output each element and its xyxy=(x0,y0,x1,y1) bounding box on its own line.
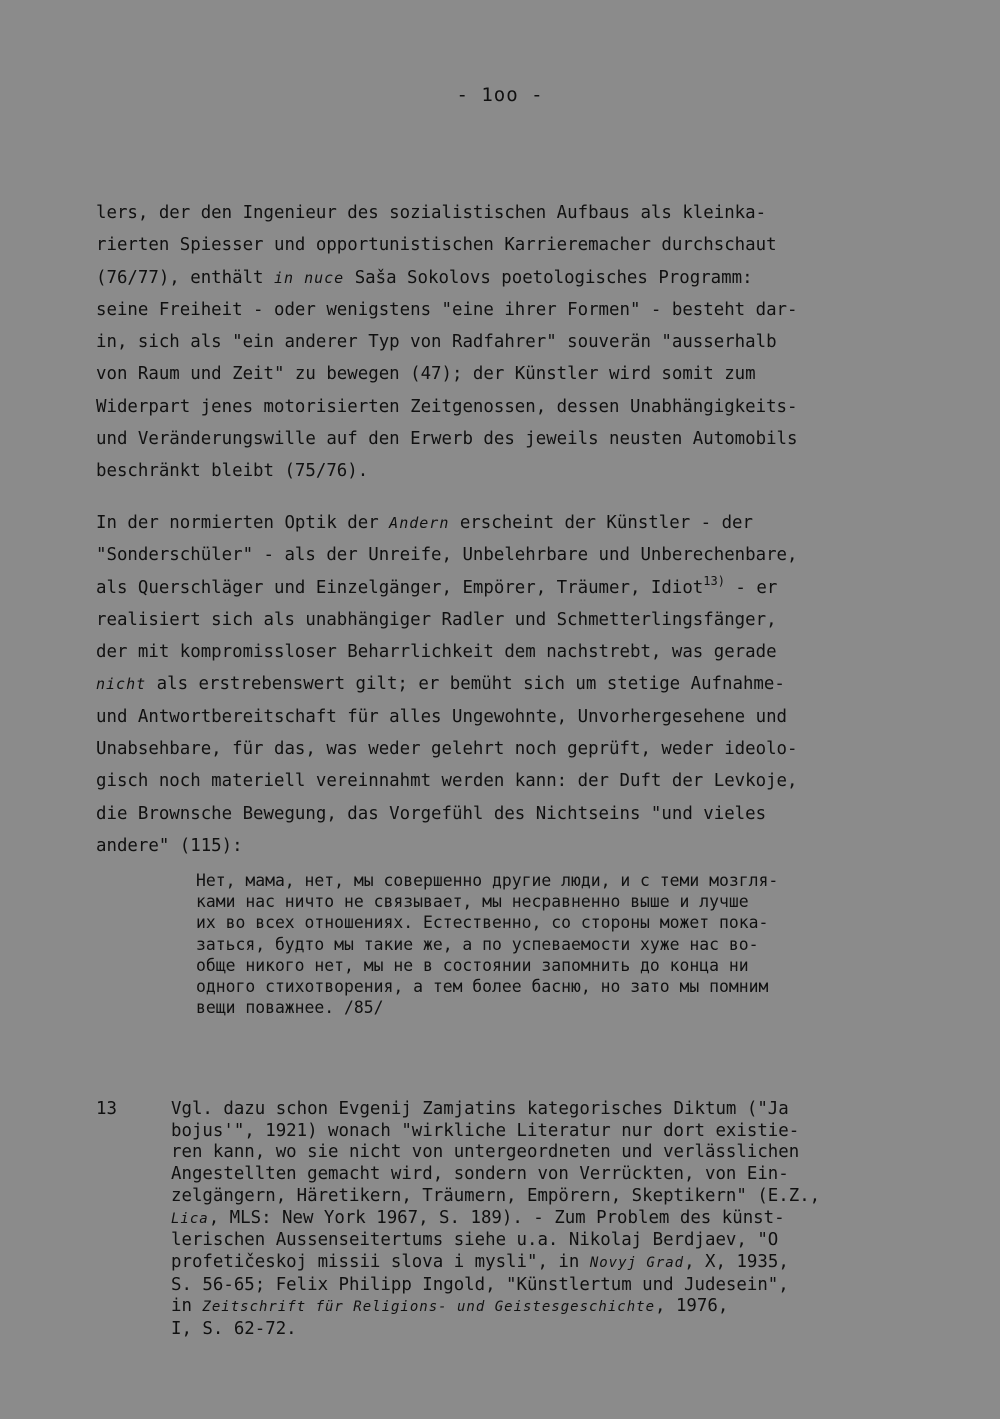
paragraph-1-line: lers, der den Ingenieur des sozialistischen Aufbaus als kleinka- xyxy=(96,203,767,223)
text-run: in xyxy=(171,1296,203,1317)
paragraph-1-line: Widerpart jenes motorisierten Zeitgenossen, dessen Unabhängigkeits- xyxy=(96,396,798,417)
paragraph-2 xyxy=(96,507,926,862)
footnote-number: 13 xyxy=(96,1099,117,1119)
italic-phrase: Andern xyxy=(389,514,450,532)
quote-line: обще никого нет, мы не в состоянии запомнить до конца ни xyxy=(196,955,749,975)
quote-line: одного стихотворения, а тем более басню, но зато мы помним xyxy=(196,977,769,997)
paragraph-1-line: von Raum und Zeit" zu bewegen (47); der Künstler wird somit zum xyxy=(96,364,756,385)
quote-line: ками нас ничто не связывает, мы несравненно выше и лучше xyxy=(196,892,749,912)
quote-line: вещи поважнее. /85/ xyxy=(196,998,384,1018)
italic-title: Novyj Grad xyxy=(589,1254,685,1271)
paragraph-2-line: andere" (115): xyxy=(96,835,243,856)
paragraph-2-line: realisiert sich als unabhängiger Radler und Schmetterlingsfänger, xyxy=(96,609,777,630)
italic-phrase: nicht xyxy=(96,675,147,694)
text-run: als erstrebenswert gilt; er bemüht sich um stetige Aufnahme- xyxy=(146,674,785,695)
paragraph-1-line: rierten Spiesser und opportunistischen Karrieremacher durchschaut xyxy=(96,235,777,256)
paragraph-2-line: und Antwortbereitschaft für alles Ungewohnte, Unvorhergesehene und xyxy=(96,706,788,727)
paragraph-1-line: beschränkt bleibt (75/76). xyxy=(96,461,369,482)
text-run: In der normierten Optik der xyxy=(96,513,390,533)
paragraph-1 xyxy=(96,197,926,488)
footnote-line: ren kann, wo sie nicht von untergeordneten und verlässlichen xyxy=(171,1142,800,1163)
footnote-line: Vgl. dazu schon Evgenij Zamjatins kategorisches Diktum ("Ja xyxy=(171,1099,789,1119)
text-run: als Querschläger und Einzelgänger, Empörer, Träumer, Idiot xyxy=(96,577,704,598)
paragraph-2-line xyxy=(96,507,926,539)
footnote-marker[interactable]: 13) xyxy=(703,573,725,588)
italic-title: Lica xyxy=(171,1210,209,1227)
footnote-line xyxy=(171,1252,971,1275)
paragraph-2-line: "Sonderschüler" - als der Unreife, Unbelehrbare und Unberechenbare, xyxy=(96,545,798,566)
block-quote xyxy=(196,870,936,1018)
text-run: profetičeskoj missii slova i mysli", in xyxy=(171,1251,590,1272)
text-run: (76/77), enthält xyxy=(96,267,274,288)
paragraph-2-line: der mit kompromissloser Beharrlichkeit dem nachstrebt, was gerade xyxy=(96,642,777,663)
footnote-line: bojus'", 1921) wonach "wirkliche Literatur nur dort existie- xyxy=(171,1120,800,1141)
text-run: , 1976, xyxy=(655,1296,729,1317)
italic-title: Zeitschrift für Religions- und Geistesgeschichte xyxy=(202,1299,655,1316)
text-run: , X, 1935, xyxy=(684,1251,789,1272)
paragraph-1-line: seine Freiheit - oder wenigstens "eine ihrer Formen" - besteht dar- xyxy=(96,299,798,320)
text-run: , MLS: New York 1967, S. 189). - Zum Problem des künst- xyxy=(208,1207,785,1228)
paragraph-1-line: in, sich als "ein anderer Typ von Radfahrer" souverän "ausserhalb xyxy=(96,332,777,353)
footnote-line xyxy=(171,1296,971,1319)
quote-line: их во всех отношениях. Естественно, со стороны может пока- xyxy=(196,913,769,933)
footnote-line: S. 56-65; Felix Philipp Ingold, "Künstlertum und Judesein", xyxy=(171,1274,789,1295)
footnote-line: I, S. 62-72. xyxy=(171,1319,297,1340)
quote-line: заться, будто мы такие же, а по успеваемости хуже нас во- xyxy=(196,934,759,954)
quote-line: Нет, мама, нет, мы совершенно другие люди, и с теми мозгля- xyxy=(196,871,779,890)
italic-phrase: in nuce xyxy=(274,268,345,287)
text-run: - er xyxy=(724,577,778,598)
paragraph-2-line: die Brownsche Bewegung, das Vorgefühl des Nichtseins "und vieles xyxy=(96,803,767,824)
paragraph-1-line xyxy=(96,262,926,294)
text-run: erscheint der Künstler - der xyxy=(449,513,753,533)
paragraph-2-line: Unabsehbare, für das, was weder gelehrt noch geprüft, weder ideolo- xyxy=(96,739,798,760)
footnote-line xyxy=(171,1208,971,1231)
paragraph-1-line: und Veränderungswille auf den Erwerb des jeweils neusten Automobils xyxy=(96,429,798,450)
paragraph-2-line: gisch noch materiell vereinnahmt werden kann: der Duft der Levkoje, xyxy=(96,771,798,792)
text-run: Saša Sokolovs poetologisches Programm: xyxy=(344,267,753,288)
footnote-line: zelgängern, Häretikern, Träumern, Empörern, Skeptikern" (E.Z., xyxy=(171,1185,821,1206)
footnote-line: Angestellten gemacht wird, sondern von Verrückten, von Ein- xyxy=(171,1164,789,1185)
paragraph-2-line xyxy=(96,572,926,604)
footnote-line: lerischen Aussenseitertums siehe u.a. Nikolaj Berdjaev, "O xyxy=(171,1230,779,1251)
footnote-text xyxy=(171,1099,971,1341)
paragraph-2-line xyxy=(96,668,926,700)
page-number: - 1oo - xyxy=(456,84,544,106)
